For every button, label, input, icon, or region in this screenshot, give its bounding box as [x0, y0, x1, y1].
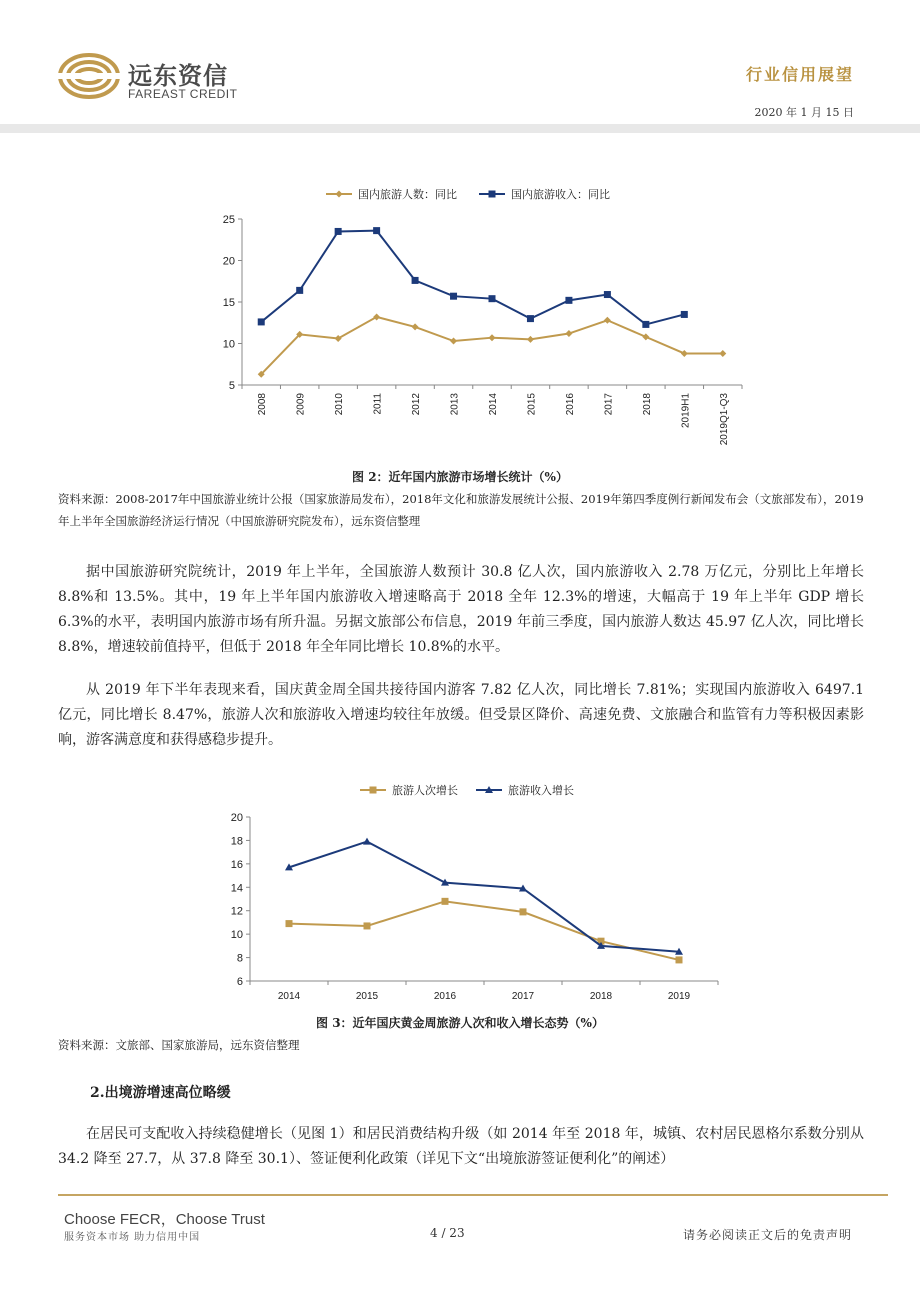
chart2-series-0-point-5 [676, 956, 683, 963]
chart2-series-0-point-1 [364, 922, 371, 929]
chart1-x-tick-label-2: 2010 [334, 393, 346, 416]
chart2-x-tick-label-4: 2018 [589, 991, 613, 1002]
chart1-x-tick-label-4: 2012 [411, 393, 423, 416]
chart1-series-1-point-7 [527, 315, 534, 322]
chart2-legend-label-1: 旅游收入增长 [508, 785, 574, 797]
chart2-x-tick-label-5: 2019 [667, 991, 691, 1002]
chart1-legend-label-0: 国内旅游人数：同比 [358, 189, 457, 201]
page-number: 4 / 23 [430, 1226, 465, 1240]
chart2-series-1-point-1 [363, 838, 371, 845]
chart1-series-0-point-9 [604, 317, 611, 324]
footer-slogan: Choose FECR，Choose Trust [64, 1211, 265, 1228]
chart2-series-line-0 [289, 901, 679, 960]
figure-2-source: 资料来源：2008-2017年中国旅游业统计公报（国家旅游局发布），2018年文化和旅游发展统计公报、2019年第四季度例行新闻发布会（文旅部发布），2019年上半年全国旅游经济运行情况（中国旅游研究院发布），远东资信整理 [58, 492, 864, 528]
chart1-series-0-point-7 [527, 336, 534, 343]
chart1-series-1-point-4 [412, 277, 419, 284]
chart2-x-tick-label-2: 2016 [433, 991, 457, 1002]
chart1-series-1-point-3 [373, 227, 380, 234]
chart2-y-tick-label-4: 14 [230, 882, 243, 895]
chart1-series-line-0 [261, 317, 723, 374]
figure-3-chart [200, 776, 730, 1008]
report-type: 行业信用展望 [745, 65, 854, 84]
chart1-x-tick-label-5: 2013 [449, 393, 461, 416]
chart2-y-tick-label-1: 8 [236, 952, 243, 965]
chart1-y-tick-label-0: 5 [228, 380, 235, 392]
chart1-series-0-point-5 [450, 338, 457, 345]
chart2-y-tick-label-7: 20 [230, 812, 243, 824]
chart2-x-tick-label-1: 2015 [355, 991, 379, 1002]
chart1-x-tick-label-3: 2011 [372, 393, 384, 415]
chart1-series-1-point-6 [489, 295, 496, 302]
figure-3-caption: 图 3：近年国庆黄金周旅游人次和收入增长态势（%） [316, 1016, 604, 1030]
chart2-x-tick-label-3: 2017 [511, 991, 535, 1002]
paragraph-outbound: 在居民可支配收入持续稳健增长（见图 1）和居民消费结构升级（如 2014 年至 2018 年，城镇、农村居民恩格尔系数分别从 34.2 降至 27.7，从 37.8 降至 30.1）、签证便利化政策（详见下文“出境旅游签证便利化”的阐述） [58, 1126, 864, 1167]
chart2-x-tick-label-0: 2014 [277, 991, 301, 1002]
chart1-x-tick-label-6: 2014 [488, 393, 499, 416]
header-divider [0, 124, 920, 133]
chart1-legend-marker-1 [489, 191, 496, 198]
brand-name-cn: 远东资信 [128, 62, 228, 90]
chart1-series-1-point-11 [681, 311, 688, 318]
chart2-y-tick-label-0: 6 [236, 976, 243, 988]
chart1-y-tick-label-1: 10 [222, 338, 235, 351]
chart1-legend-label-1: 国内旅游收入：同比 [511, 189, 610, 201]
page-header [0, 0, 920, 140]
chart2-y-tick-label-3: 12 [230, 905, 243, 918]
chart1-x-tick-label-12: 2019Q1-Q3 [718, 393, 730, 446]
chart1-x-tick-label-0: 2008 [257, 393, 269, 416]
figure-2-caption: 图 2：近年国内旅游市场增长统计（%） [352, 470, 568, 484]
chart2-legend-label-0: 旅游人次增长 [392, 785, 458, 797]
footer-divider [58, 1194, 888, 1196]
fareast-logo-icon [58, 52, 120, 100]
chart1-series-line-1 [261, 231, 684, 325]
disclaimer-link[interactable]: 请务必阅读正文后的免责声明 [682, 1228, 852, 1242]
chart1-x-tick-label-11: 2019H1 [680, 393, 692, 429]
chart1-x-tick-label-8: 2016 [564, 393, 576, 416]
chart2-series-0-point-2 [442, 898, 449, 905]
figure-3-source: 资料来源：文旅部、国家旅游局，远东资信整理 [58, 1038, 300, 1052]
chart1-x-tick-label-10: 2018 [641, 393, 653, 416]
chart1-series-0-point-8 [565, 330, 572, 337]
paragraph-domestic-stats: 据中国旅游研究院统计，2019 年上半年，全国旅游人数预计 30.8 亿人次，国内旅游收入 2.78 万亿元，分别比上年增长 8.8%和 13.5%。其中，19 年上半年国内旅游收入增速略高于 2018 全年 12.3%的增速，大幅高于 19 年上半年 GDP 增长 6.3%的水平，表明国内旅游市场有所升温。另据文旅部公布信息，2019 年前三季度，国内旅游人数达 45.97 亿人次，同比增长 8.8%，增速较前值持平，但低于 2018 年全年同比增长 10.8%的水平。 [58, 564, 864, 655]
chart2-y-tick-label-2: 10 [230, 929, 243, 942]
chart2-legend-marker-0 [370, 787, 377, 794]
chart1-series-1-point-10 [642, 321, 649, 328]
chart1-series-0-point-4 [412, 323, 419, 330]
paragraph-golden-week: 从 2019 年下半年表现来看，国庆黄金周全国共接待国内游客 7.82 亿人次，同比增长 7.81%；实现国内旅游收入 6497.1 亿元，同比增长 8.47%，旅游人次和旅游收入增速均较往年放缓。但受景区降价、高速免费、文旅融合和监管有力等积极因素影响，游客满意度和获得感稳步提升。 [58, 682, 864, 748]
chart1-y-tick-label-3: 20 [222, 255, 235, 268]
report-date: 2020 年 1 月 15 日 [754, 106, 854, 119]
chart1-x-tick-label-7: 2015 [526, 393, 538, 416]
chart1-x-tick-label-1: 2009 [295, 393, 307, 416]
footer-slogan-sub: 服务资本市场 助力信用中国 [64, 1232, 201, 1243]
chart2-y-tick-label-5: 16 [230, 858, 243, 871]
chart1-y-tick-label-2: 15 [222, 297, 235, 309]
chart1-series-1-point-2 [335, 228, 342, 235]
section-title: 2.出境游增速高位略缓 [90, 1085, 231, 1101]
chart1-series-1-point-1 [296, 287, 303, 294]
chart2-y-tick-label-6: 18 [230, 835, 243, 848]
chart1-series-1-point-8 [565, 297, 572, 304]
chart2-series-0-point-3 [520, 908, 527, 915]
chart1-series-1-point-5 [450, 293, 457, 300]
chart1-x-tick-label-9: 2017 [603, 393, 615, 416]
chart1-series-0-point-11 [681, 350, 688, 357]
chart1-legend-marker-0 [336, 191, 343, 198]
chart1-series-1-point-0 [258, 318, 265, 325]
figure-2-chart [190, 180, 750, 460]
chart1-y-tick-label-4: 25 [222, 214, 235, 226]
chart1-series-0-point-12 [719, 350, 726, 357]
chart1-series-0-point-6 [489, 334, 496, 341]
chart1-series-1-point-9 [604, 291, 611, 298]
chart2-series-line-1 [289, 842, 679, 952]
brand-name-en: FAREAST CREDIT [128, 87, 238, 101]
chart2-series-0-point-0 [286, 920, 293, 927]
chart1-series-0-point-10 [642, 333, 649, 340]
